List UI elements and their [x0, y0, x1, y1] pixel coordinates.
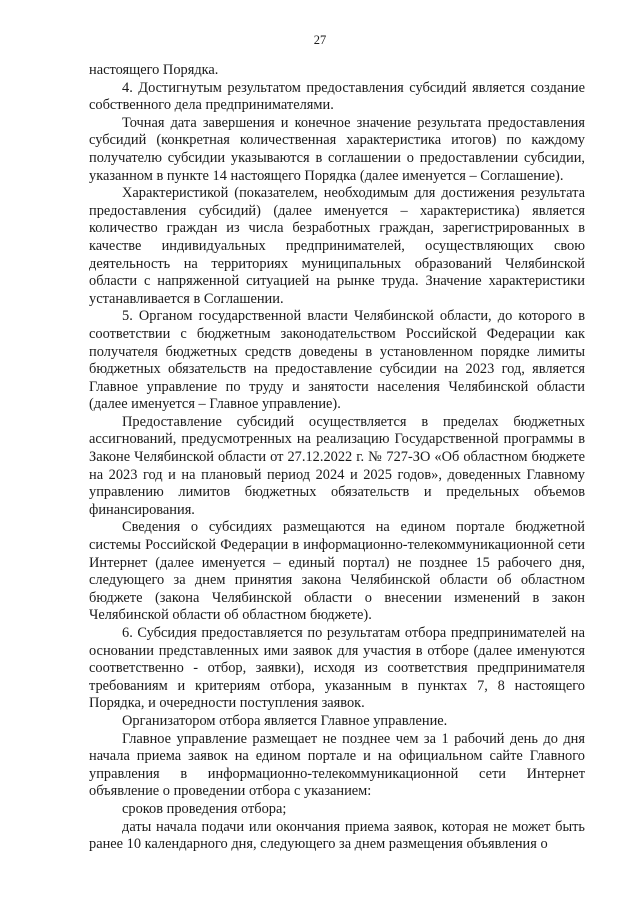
body-text — [89, 62, 585, 854]
paragraph-item-5: 5. Органом государственной власти Челябинской области, до которого в соответствии с бюджетным законодательством Российской Федерации как получателя бюджетных средств доведены в установленном порядке лимиты бюджетных обязательств на предоставление субсидии на 2023 год, является Главное управление по труду и занятости населения Челябинской области (далее именуется – Главное управление). — [89, 308, 585, 413]
paragraph-application-dates: даты начала подачи или окончания приема заявок, которая не может быть ранее 10 календарного дня, следующего за днем размещения объявления о — [89, 818, 585, 853]
paragraph-subsidy-info: Сведения о субсидиях размещаются на едином портале бюджетной системы Российской Федерации в информационно-телекоммуникационной сети Интернет (далее именуется – единый портал) не позднее 15 рабочего дня, следующего за днем принятия закона Челябинской области об областном бюджете (закона Челябинской области о внесении изменений в закон Челябинской области об областном бюджете). — [89, 519, 585, 624]
paragraph-characteristic: Характеристикой (показателем, необходимым для достижения результата предоставления субсидий) (далее именуется – характеристика) является количество граждан из числа безработных граждан, зарегистрированных в качестве индивидуальных предпринимателей, осуществляющих свою деятельность на территориях муниципальных образований Челябинской области с напряженной ситуацией на рынке труда. Значение характеристики устанавливается в Соглашении. — [89, 185, 585, 307]
paragraph-announcement: Главное управление размещает не позднее чем за 1 рабочий день до дня начала приема заявок на едином портале и на официальном сайте Главного управления в информационно-телекоммуникационной сети Интернет объявление о проведении отбора с указанием: — [89, 730, 585, 800]
paragraph-organizer: Организатором отбора является Главное управление. — [122, 712, 448, 729]
paragraph-item-6: 6. Субсидия предоставляется по результатам отбора предпринимателей на основании представленных ими заявок для участия в отборе (далее именуются соответственно - отбор, заявки), исходя из соответствия предпринимателя требованиям и критериям отбора, указанным в пунктах 7, 8 настоящего Порядка, и очередности поступления заявок. — [89, 625, 585, 712]
page-number: 27 — [313, 33, 327, 47]
paragraph-budget-allocations: Предоставление субсидий осуществляется в пределах бюджетных ассигнований, предусмотренных на реализацию Государственной программы в Законе Челябинской области от 27.12.2022 г. № 727-ЗО «Об областном бюджете на 2023 год и на плановый период 2024 и 2025 годов», доведенных Главному управлению лимитов бюджетных обязательств и предельных объемов финансирования. — [89, 413, 585, 518]
paragraph-item-4: 4. Достигнутым результатом предоставления субсидий является создание собственного дела предпринимателями. — [89, 79, 585, 114]
paragraph-selection-period: сроков проведения отбора; — [122, 800, 287, 817]
paragraph-continuation: настоящего Порядка. — [89, 62, 219, 78]
paragraph-result-date: Точная дата завершения и конечное значение результата предоставления субсидий (конкретная количественная характеристика итогов) по каждому получателю субсидии указываются в соглашении о предоставлении субсидии, указанном в пункте 14 настоящего Порядка (далее именуется – Соглашение). — [89, 114, 585, 184]
